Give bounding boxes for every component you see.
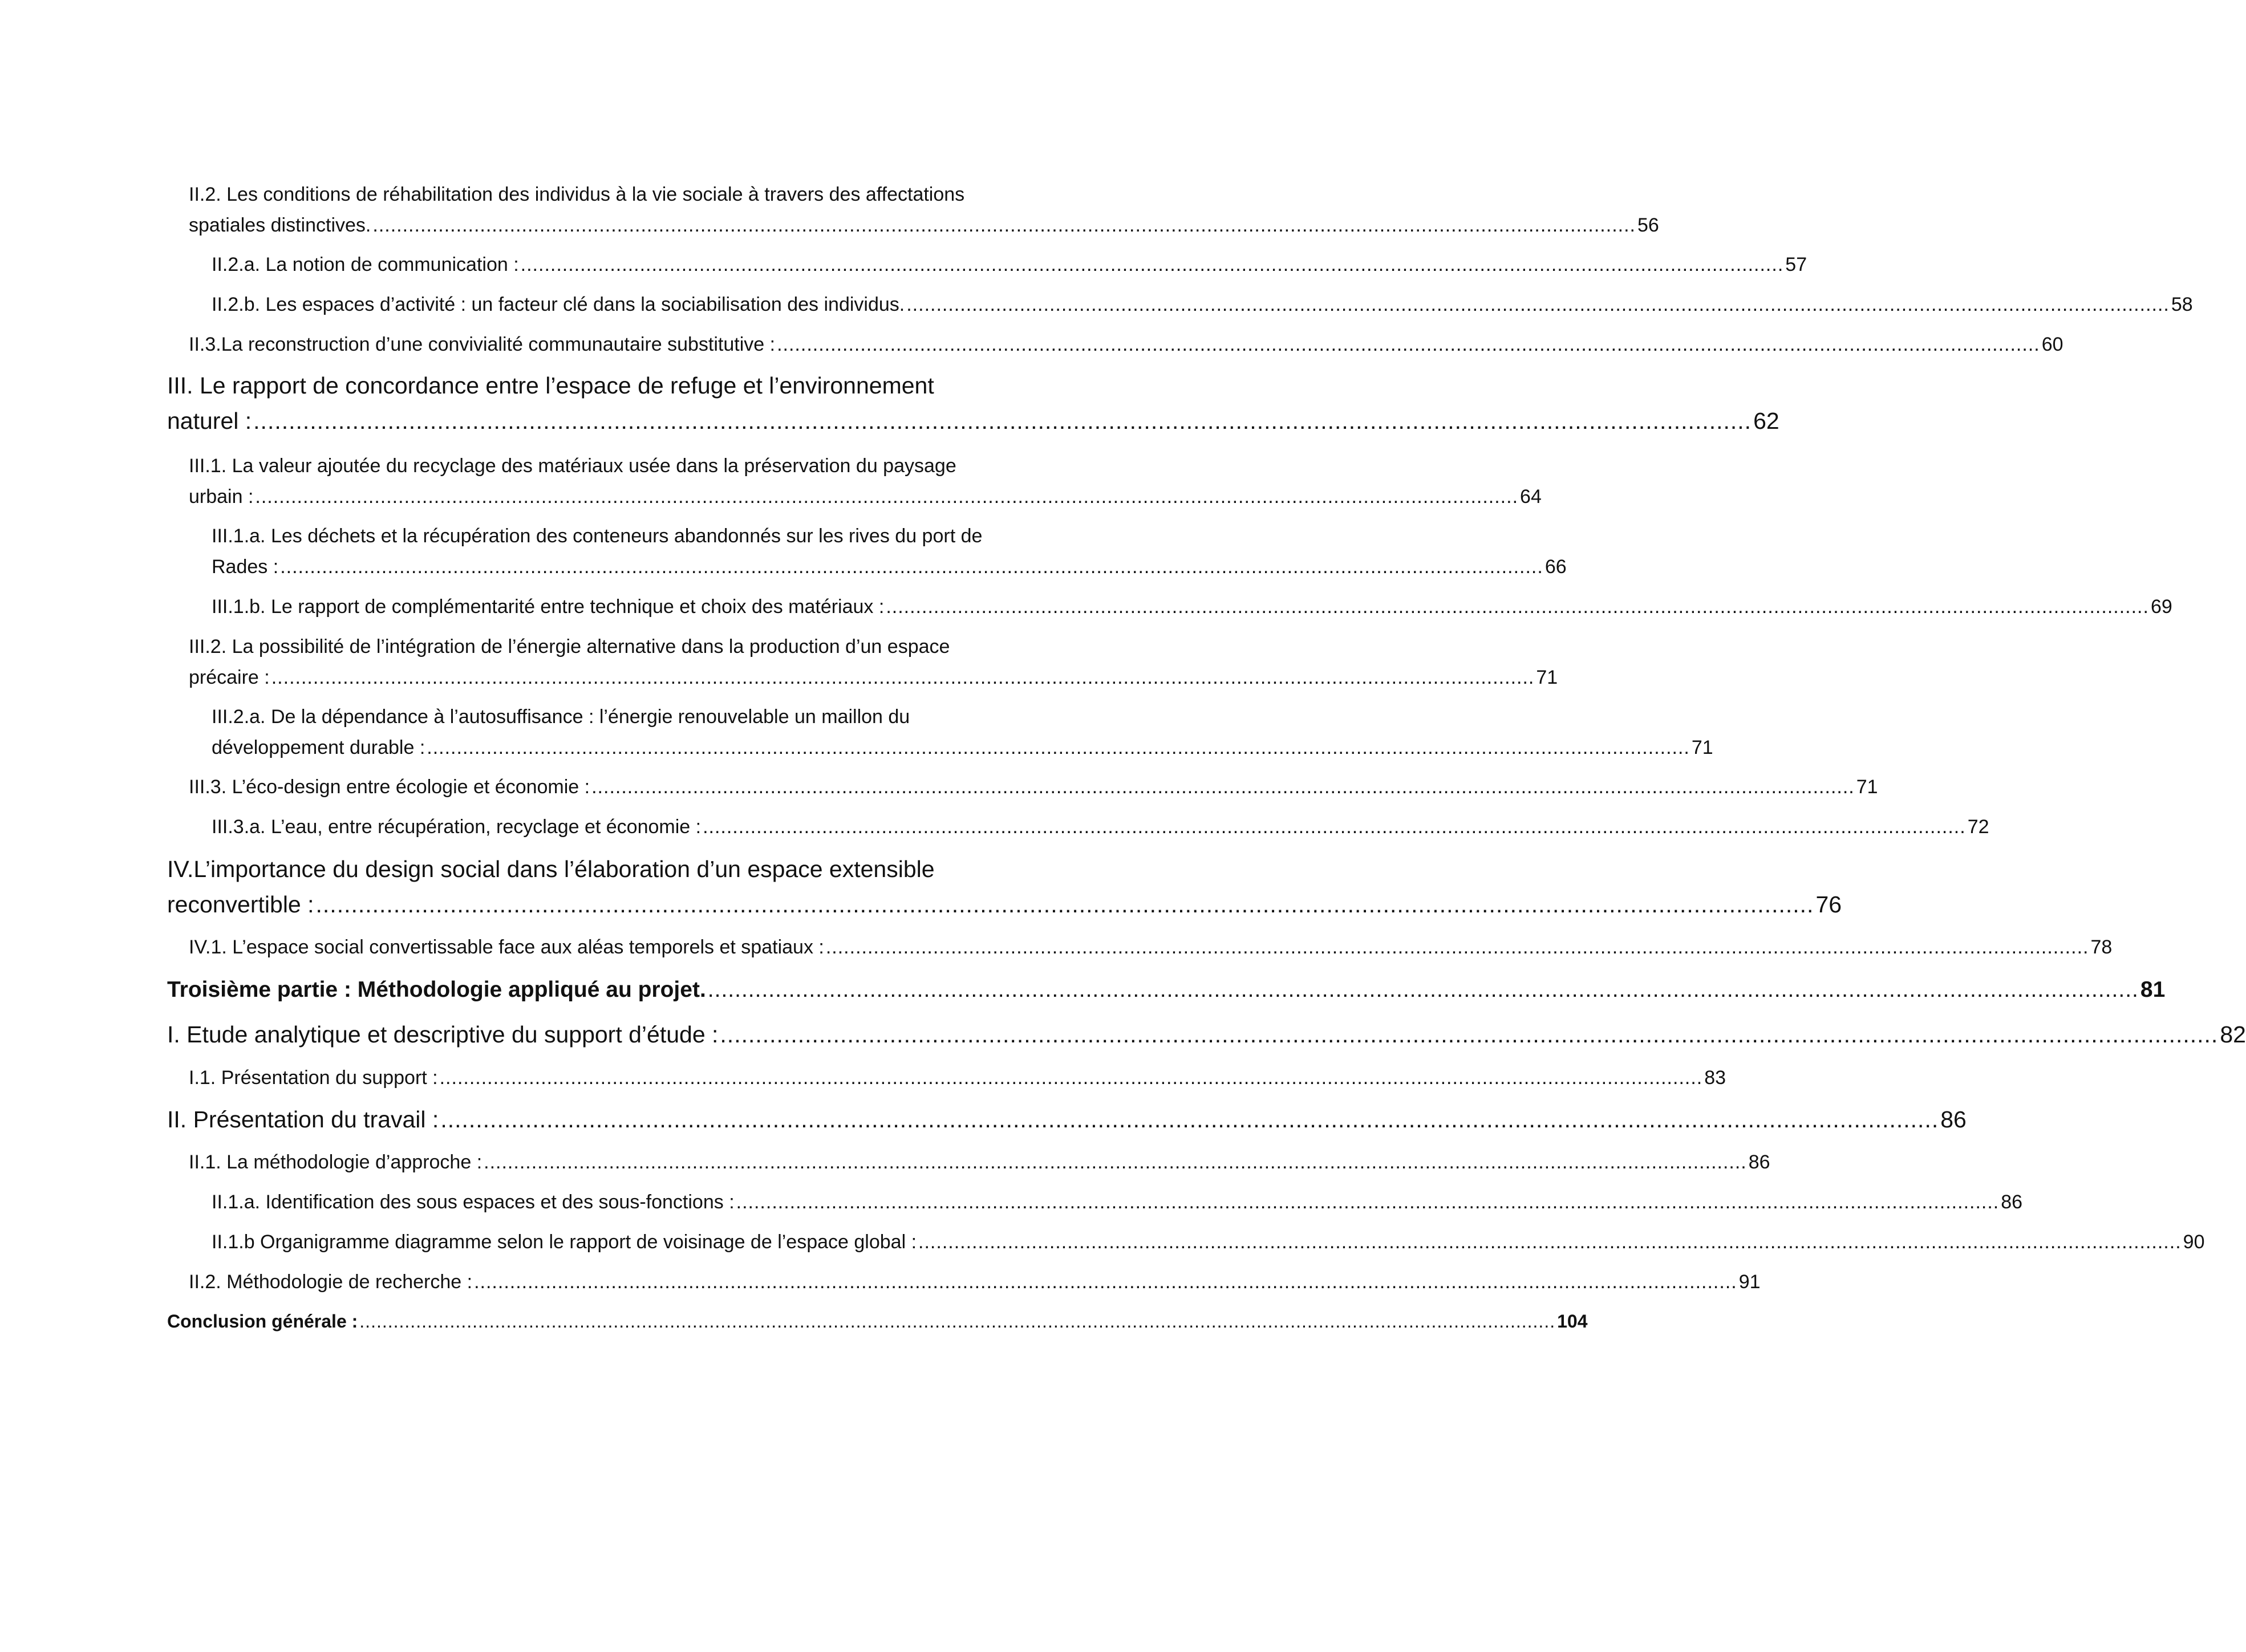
dot-leader: .................................................................................................................................................................................................................... (591, 776, 1855, 798)
toc-page-number: 66 (1544, 556, 1567, 578)
dot-leader: .................................................................................................................................................................................................................... (439, 1067, 1703, 1089)
dot-leader: .................................................................................................................................................................................................................... (474, 1271, 1737, 1293)
toc-page-number: 91 (1738, 1271, 1761, 1293)
toc-entry[interactable] (189, 1267, 1761, 1297)
toc-page-number: 104 (1557, 1311, 1588, 1332)
toc-page-number: 56 (1637, 214, 1659, 236)
toc-entry-title: III.2.a. De la dépendance à l’autosuffisance : l’énergie renouvelable un maillon du (212, 706, 910, 728)
toc-entry[interactable] (167, 851, 1842, 922)
toc-entry-title: III.1. La valeur ajoutée du recyclage des matériaux usée dans la préservation du paysage (189, 455, 956, 477)
toc-entry[interactable] (189, 1062, 1726, 1093)
toc-entry[interactable] (167, 1307, 1588, 1336)
toc-entry-title: précaire : (189, 667, 270, 688)
toc-page-number: 60 (2041, 334, 2063, 355)
toc-page-number: 86 (1940, 1106, 1967, 1133)
toc-entry-title: II.1.a. Identification des sous espaces et des sous-fonctions : (212, 1191, 735, 1213)
toc-page-number: 76 (1815, 891, 1842, 918)
toc-entry-title: IV.L’importance du design social dans l’élaboration d’un espace extensible (167, 856, 935, 882)
toc-page-number: 62 (1753, 408, 1779, 434)
toc-page-number: 83 (1704, 1067, 1726, 1089)
toc-page-number: 64 (1520, 486, 1542, 508)
toc-entry[interactable] (189, 179, 1659, 241)
dot-leader: .................................................................................................................................................................................................................... (918, 1231, 2182, 1253)
toc-entry[interactable] (189, 1147, 1770, 1178)
toc-entry-title: II.2.a. La notion de communication : (212, 254, 519, 275)
toc-entry[interactable] (212, 1227, 2205, 1257)
toc-page-number: 71 (1536, 667, 1558, 688)
toc-entry-title: II.2.b. Les espaces d’activité : un facteur clé dans la sociabilisation des individus. (212, 294, 905, 315)
toc-page-number: 86 (1748, 1151, 1770, 1173)
toc-entry-title: spatiales distinctives. (189, 214, 371, 236)
dot-leader: .................................................................................................................................................................................................................... (440, 1106, 1939, 1133)
dot-leader: .................................................................................................................................................................................................................... (280, 556, 1543, 578)
toc-entry[interactable] (189, 932, 2113, 963)
toc-entry-title: IV.1. L’espace social convertissable face aux aléas temporels et spatiaux : (189, 936, 824, 958)
dot-leader: .................................................................................................................................................................................................................... (359, 1311, 1556, 1332)
toc-page-number: 57 (1785, 254, 1807, 275)
toc-page-number: 78 (2090, 936, 2113, 958)
toc-entry-title: II.3.La reconstruction d’une convivialité communautaire substitutive : (189, 334, 776, 355)
dot-leader: .................................................................................................................................................................................................................... (372, 214, 1636, 236)
toc-entry-title: III.2. La possibilité de l’intégration de l’énergie alternative dans la production d’un espace (189, 636, 950, 657)
toc-entry-title: développement durable : (212, 737, 425, 758)
toc-page-number: 71 (1691, 737, 1713, 758)
dot-leader: .................................................................................................................................................................................................................... (427, 737, 1690, 758)
toc-page-number: 72 (1967, 816, 1989, 838)
toc-entry-title: III. Le rapport de concordance entre l’espace de refuge et l’environnement (167, 372, 934, 399)
toc-page-number: 81 (2140, 977, 2166, 1002)
toc-page-number: 90 (2183, 1231, 2205, 1253)
dot-leader: .................................................................................................................................................................................................................... (906, 294, 2170, 315)
toc-entry[interactable] (212, 289, 2193, 320)
dot-leader: .................................................................................................................................................................................................................... (520, 254, 1784, 275)
dot-leader: .................................................................................................................................................................................................................... (703, 816, 1966, 838)
dot-leader: .................................................................................................................................................................................................................... (777, 334, 2040, 355)
toc-entry[interactable] (167, 368, 1779, 439)
toc-entry-title: II.1. La méthodologie d’approche : (189, 1151, 483, 1173)
dot-leader: .................................................................................................................................................................................................................... (736, 1191, 2000, 1213)
toc-entry[interactable] (189, 329, 2063, 360)
toc-entry-title: III.1.b. Le rapport de complémentarité entre technique et choix des matériaux : (212, 596, 885, 618)
dot-leader: .................................................................................................................................................................................................................... (253, 408, 1752, 434)
toc-entry[interactable] (212, 591, 2172, 622)
dot-leader: .................................................................................................................................................................................................................... (315, 891, 1814, 918)
toc-entry-title: I. Etude analytique et descriptive du support d’étude : (167, 1021, 719, 1048)
toc-page-number: 82 (2220, 1021, 2246, 1048)
toc-entry-title: III.3.a. L’eau, entre récupération, recyclage et économie : (212, 816, 702, 838)
toc-entry[interactable] (189, 450, 1542, 512)
toc-entry-title: urbain : (189, 486, 254, 508)
toc-page-number: 71 (1856, 776, 1878, 798)
toc-entry-title: II.2. Méthodologie de recherche : (189, 1271, 473, 1293)
dot-leader: .................................................................................................................................................................................................................... (484, 1151, 1747, 1173)
toc-entry-title: II. Présentation du travail : (167, 1106, 439, 1133)
toc-entry-title: II.1.b Organigramme diagramme selon le rapport de voisinage de l’espace global : (212, 1231, 917, 1253)
toc-entry-title: III.3. L’éco-design entre écologie et économie : (189, 776, 590, 798)
toc-entry-title: reconvertible : (167, 891, 314, 918)
dot-leader: .................................................................................................................................................................................................................... (255, 486, 1519, 508)
toc-entry[interactable] (212, 249, 1807, 280)
toc-entry[interactable] (167, 973, 2166, 1006)
toc-entry-title: Rades : (212, 556, 279, 578)
toc-entry-title: I.1. Présentation du support : (189, 1067, 438, 1089)
toc-page-number: 58 (2171, 294, 2193, 315)
toc-conclusion-title: Conclusion générale : (167, 1311, 358, 1332)
toc-entry-title: naturel : (167, 408, 252, 434)
dot-leader: .................................................................................................................................................................................................................... (825, 936, 2089, 958)
toc-entry[interactable] (167, 1102, 1967, 1137)
dot-leader: .................................................................................................................................................................................................................... (707, 977, 2139, 1002)
toc-part-title: Troisième partie : Méthodologie appliqué au projet. (167, 977, 706, 1002)
toc-entry[interactable] (167, 1017, 2246, 1052)
toc-entry[interactable] (212, 701, 1713, 763)
toc-entry-title: II.2. Les conditions de réhabilitation des individus à la vie sociale à travers des affectations (189, 184, 965, 205)
toc-page-number: 69 (2150, 596, 2172, 618)
dot-leader: .................................................................................................................................................................................................................... (271, 667, 1535, 688)
toc-entry[interactable] (212, 1187, 2023, 1217)
toc-entry[interactable] (189, 772, 1878, 802)
toc-page-number: 86 (2001, 1191, 2023, 1213)
toc-entry[interactable] (212, 811, 1989, 842)
toc-entry-title: III.1.a. Les déchets et la récupération des conteneurs abandonnés sur les rives du port de (212, 525, 983, 547)
toc-entry[interactable] (189, 631, 1558, 693)
dot-leader: .................................................................................................................................................................................................................... (886, 596, 2149, 618)
toc-entry[interactable] (212, 521, 1567, 582)
dot-leader: .................................................................................................................................................................................................................... (720, 1021, 2219, 1048)
